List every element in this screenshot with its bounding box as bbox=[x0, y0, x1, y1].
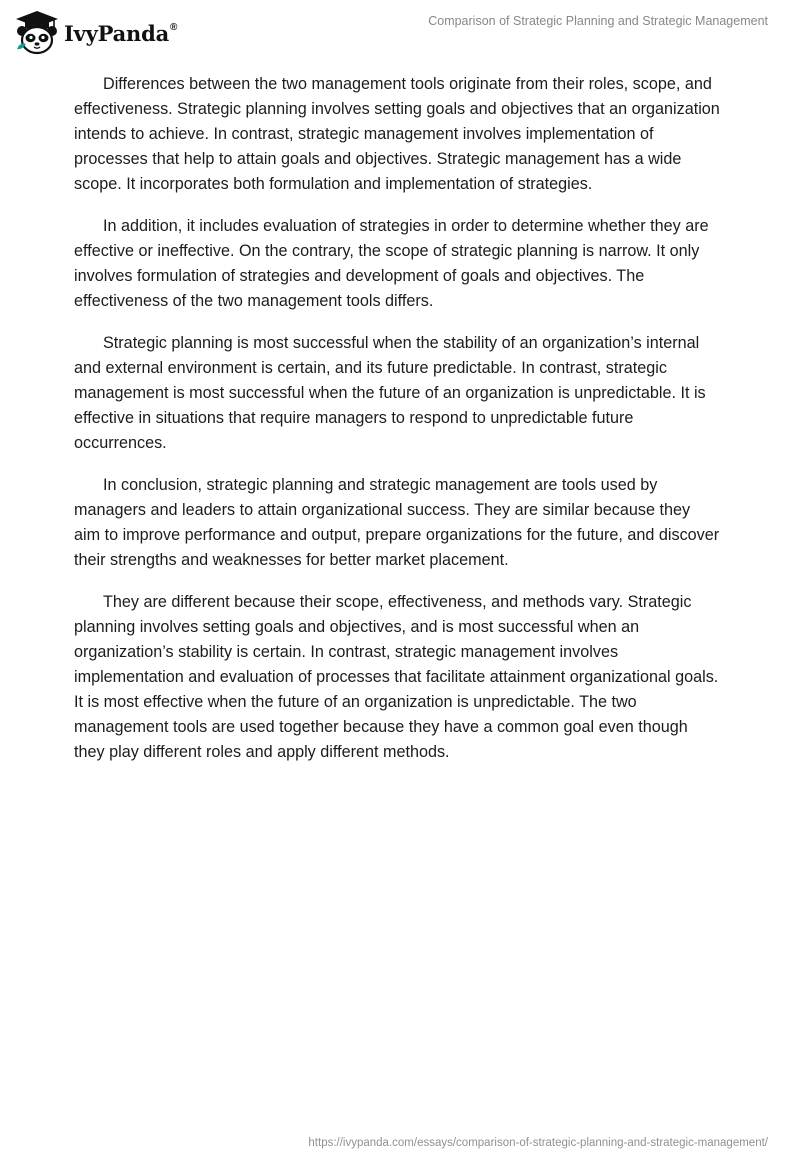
source-url-link[interactable]: https://ivypanda.com/essays/comparison-of-strategic-planning-and-strategic-management/ bbox=[308, 1137, 768, 1149]
panda-graduate-icon bbox=[14, 9, 60, 55]
paragraph: Differences between the two management tools originate from their roles, scope, and effectiveness. Strategic planning involves setting goals and objectives that an organization intends to achieve. In contrast, strategic management involves implementation of processes that help to attain goals and objectives. Strategic management has a wide scope. It incorporates both formulation and implementation of strategies. bbox=[74, 75, 720, 193]
paragraph: Strategic planning is most successful when the stability of an organization’s internal and external environment is certain, and its future predictable. In contrast, strategic management is most successful when the future of an organization is unpredictable. It is effective in situations that require managers to respond to unpredictable future occurrences. bbox=[74, 334, 706, 452]
registered-mark: ® bbox=[170, 21, 178, 33]
paragraph: They are different because their scope, effectiveness, and methods vary. Strategic planning involves setting goals and objectives, and is most successful when an organization’s stability is certain. In contrast, strategic management involves implementation and evaluation of processes that facilitate attainment organizational goals. It is most effective when the future of an organization is unpredictable. The two management tools are used together because they have a common goal even though they play different roles and apply different methods. bbox=[74, 593, 719, 761]
essay-body bbox=[74, 72, 720, 782]
brand-name-text: IvyPanda bbox=[64, 20, 170, 46]
ivypanda-logo[interactable] bbox=[14, 9, 177, 55]
page-header bbox=[0, 0, 800, 60]
paragraph: In addition, it includes evaluation of strategies in order to determine whether they are effective or ineffective. On the contrary, the scope of strategic planning is narrow. It only involves formulation of strategies and development of goals and objectives. The effectiveness of the two management tools differs. bbox=[74, 217, 709, 310]
document-title: Comparison of Strategic Planning and Strategic Management bbox=[428, 14, 768, 28]
paragraph: In conclusion, strategic planning and strategic management are tools used by managers and leaders to attain organizational success. They are similar because they aim to improve performance and output, prepare organizations for the future, and discover their strengths and weaknesses for better market placement. bbox=[74, 476, 720, 569]
brand-name bbox=[64, 21, 177, 46]
